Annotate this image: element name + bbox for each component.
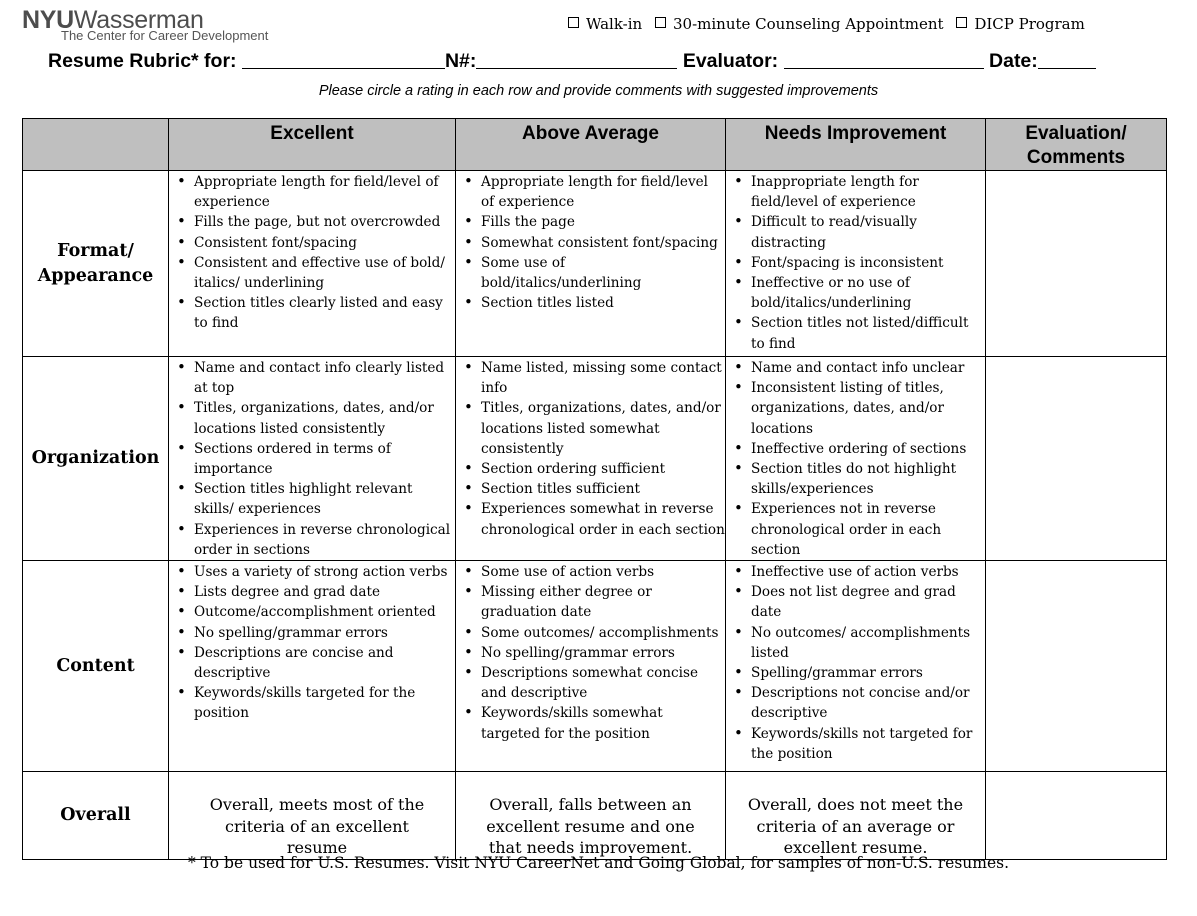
criterion-item: • No spelling/grammar errors [194, 623, 455, 643]
criteria-list [169, 171, 455, 334]
comments-cell[interactable] [986, 561, 1167, 772]
table-row [23, 171, 1167, 357]
footnote: * To be used for U.S. Resumes. Visit NYU CareerNet and Going Global, for samples of non-U.S. resumes. [187, 854, 1010, 872]
option-label: Walk-in [586, 15, 643, 33]
criterion-item: • Font/spacing is inconsistent [751, 253, 985, 273]
table-row-overall [23, 772, 1167, 860]
criterion-item: • Titles, organizations, dates, and/or locations listed somewhat consistently [481, 398, 725, 459]
needs-improvement-cell[interactable] [726, 561, 986, 772]
date-blank-field[interactable] [1038, 52, 1096, 69]
comments-cell[interactable] [986, 772, 1167, 860]
criterion-item: • Sections ordered in terms of importance [194, 439, 455, 479]
criterion-item: • Experiences not in reverse chronological order in each section [751, 499, 985, 560]
option-counseling[interactable] [655, 15, 944, 33]
date-label: Date: [989, 50, 1038, 72]
excellent-cell[interactable] [169, 357, 456, 561]
criterion-item: • Some outcomes/ accomplishments [481, 623, 725, 643]
criterion-item: • Keywords/skills targeted for the position [194, 683, 455, 723]
option-label: DICP Program [974, 15, 1085, 33]
criterion-item: • Section titles clearly listed and easy to find [194, 293, 455, 333]
evaluator-blank-field[interactable] [784, 52, 984, 69]
criterion-item: • Some use of bold/italics/underlining [481, 253, 725, 293]
comments-cell[interactable] [986, 357, 1167, 561]
table-row [23, 357, 1167, 561]
checkbox-icon[interactable] [956, 17, 967, 28]
criterion-item: • Descriptions are concise and descriptive [194, 643, 455, 683]
criterion-item: • Descriptions not concise and/or descriptive [751, 683, 985, 723]
appointment-type-options [568, 15, 1093, 33]
above-average-cell[interactable] [456, 772, 726, 860]
criterion-item: • Outcome/accomplishment oriented [194, 602, 455, 622]
criterion-item: • No spelling/grammar errors [481, 643, 725, 663]
needs-improvement-cell[interactable] [726, 357, 986, 561]
criterion-item: • Consistent font/spacing [194, 233, 455, 253]
criterion-item: • Ineffective use of action verbs [751, 562, 985, 582]
above-average-cell[interactable] [456, 357, 726, 561]
overall-needs-improvement-text: Overall, does not meet the criteria of an average or excellent resume. [747, 795, 964, 858]
criterion-item: • Section ordering sufficient [481, 459, 725, 479]
checkbox-icon[interactable] [655, 17, 666, 28]
evaluator-label: Evaluator: [682, 50, 779, 72]
option-dicp[interactable] [956, 15, 1085, 33]
criterion-item: • Difficult to read/visually distracting [751, 212, 985, 252]
logo-brand-bold: NYU [22, 6, 74, 34]
criterion-item: • Does not list degree and grad date [751, 582, 985, 622]
column-header-evaluation-comments: Evaluation/ Comments [986, 119, 1167, 171]
option-walk-in[interactable] [568, 15, 642, 33]
criterion-item: • Uses a variety of strong action verbs [194, 562, 455, 582]
comments-cell[interactable] [986, 171, 1167, 357]
criterion-item: • Section titles not listed/difficult to find [751, 313, 985, 353]
table-header-row [23, 119, 1167, 171]
criterion-item: • Titles, organizations, dates, and/or locations listed consistently [194, 398, 455, 438]
criterion-item: • Inconsistent listing of titles, organizations, dates, and/or locations [751, 378, 985, 439]
column-header-needs-improvement: Needs Improvement [726, 119, 986, 171]
criterion-item: • Lists degree and grad date [194, 582, 455, 602]
header-corner-cell [23, 119, 169, 171]
criteria-list [169, 357, 455, 560]
overall-excellent-text: Overall, meets most of the criteria of an excellent resume [209, 795, 425, 858]
criterion-item: • Experiences somewhat in reverse chronological order in each section [481, 499, 725, 539]
excellent-cell[interactable] [169, 772, 456, 860]
excellent-cell[interactable] [169, 561, 456, 772]
criterion-item: • Section titles sufficient [481, 479, 725, 499]
table-row [23, 561, 1167, 772]
above-average-cell[interactable] [456, 171, 726, 357]
criteria-list [726, 171, 985, 354]
n-number-label: N#: [444, 50, 477, 72]
criterion-item: • Missing either degree or graduation date [481, 582, 725, 622]
criterion-item: • Consistent and effective use of bold/ italics/ underlining [194, 253, 455, 293]
criterion-item: • Fills the page [481, 212, 725, 232]
criterion-item: • Descriptions somewhat concise and descriptive [481, 663, 725, 703]
column-header-excellent: Excellent [169, 119, 456, 171]
instructions: Please circle a rating in each row and provide comments with suggested improvements [318, 83, 879, 99]
n-number-blank-field[interactable] [476, 52, 677, 69]
name-blank-field[interactable] [242, 52, 445, 69]
criterion-item: • Section titles listed [481, 293, 725, 313]
criterion-item: • Keywords/skills somewhat targeted for the position [481, 703, 725, 743]
criterion-item: • Section titles do not highlight skills/experiences [751, 459, 985, 499]
criterion-item: • Keywords/skills not targeted for the position [751, 724, 985, 764]
criteria-list [169, 561, 455, 724]
logo-subtitle: The Center for Career Development [61, 28, 269, 43]
criterion-item: • Inappropriate length for field/level of experience [751, 172, 985, 212]
option-label: 30-minute Counseling Appointment [673, 15, 944, 33]
criterion-item: • Name and contact info clearly listed at top [194, 358, 455, 398]
criterion-item: • Experiences in reverse chronological order in sections [194, 520, 455, 560]
criterion-item: • No outcomes/ accomplishments listed [751, 623, 985, 663]
row-category: Content [23, 561, 169, 772]
row-category: Overall [23, 772, 169, 860]
criterion-item: • Some use of action verbs [481, 562, 725, 582]
criteria-list [726, 561, 985, 764]
criterion-item: • Somewhat consistent font/spacing [481, 233, 725, 253]
rubric-table [22, 118, 1167, 860]
above-average-cell[interactable] [456, 561, 726, 772]
rubric-header [48, 50, 1096, 73]
logo-brand-light: Wasserman [73, 6, 204, 34]
criteria-list [456, 171, 725, 313]
criterion-item: • Section titles highlight relevant skills/ experiences [194, 479, 455, 519]
criteria-list [726, 357, 985, 560]
criterion-item: • Appropriate length for field/level of experience [194, 172, 455, 212]
criterion-item: • Spelling/grammar errors [751, 663, 985, 683]
rubric-for-label: Resume Rubric* for: [48, 50, 237, 72]
checkbox-icon[interactable] [568, 17, 579, 28]
needs-improvement-cell[interactable] [726, 171, 986, 357]
row-category: Format/ Appearance [23, 171, 169, 357]
criterion-item: • Name and contact info unclear [751, 358, 985, 378]
criterion-item: • Fills the page, but not overcrowded [194, 212, 455, 232]
criteria-list [456, 561, 725, 744]
overall-above-average-text: Overall, falls between an excellent resume and one that needs improvement. [486, 795, 695, 858]
criterion-item: • Appropriate length for field/level of experience [481, 172, 725, 212]
row-category: Organization [23, 357, 169, 561]
criterion-item: • Ineffective ordering of sections [751, 439, 985, 459]
needs-improvement-cell[interactable] [726, 772, 986, 860]
column-header-above-average: Above Average [456, 119, 726, 171]
excellent-cell[interactable] [169, 171, 456, 357]
criteria-list [456, 357, 725, 540]
criterion-item: • Ineffective or no use of bold/italics/underlining [751, 273, 985, 313]
criterion-item: • Name listed, missing some contact info [481, 358, 725, 398]
